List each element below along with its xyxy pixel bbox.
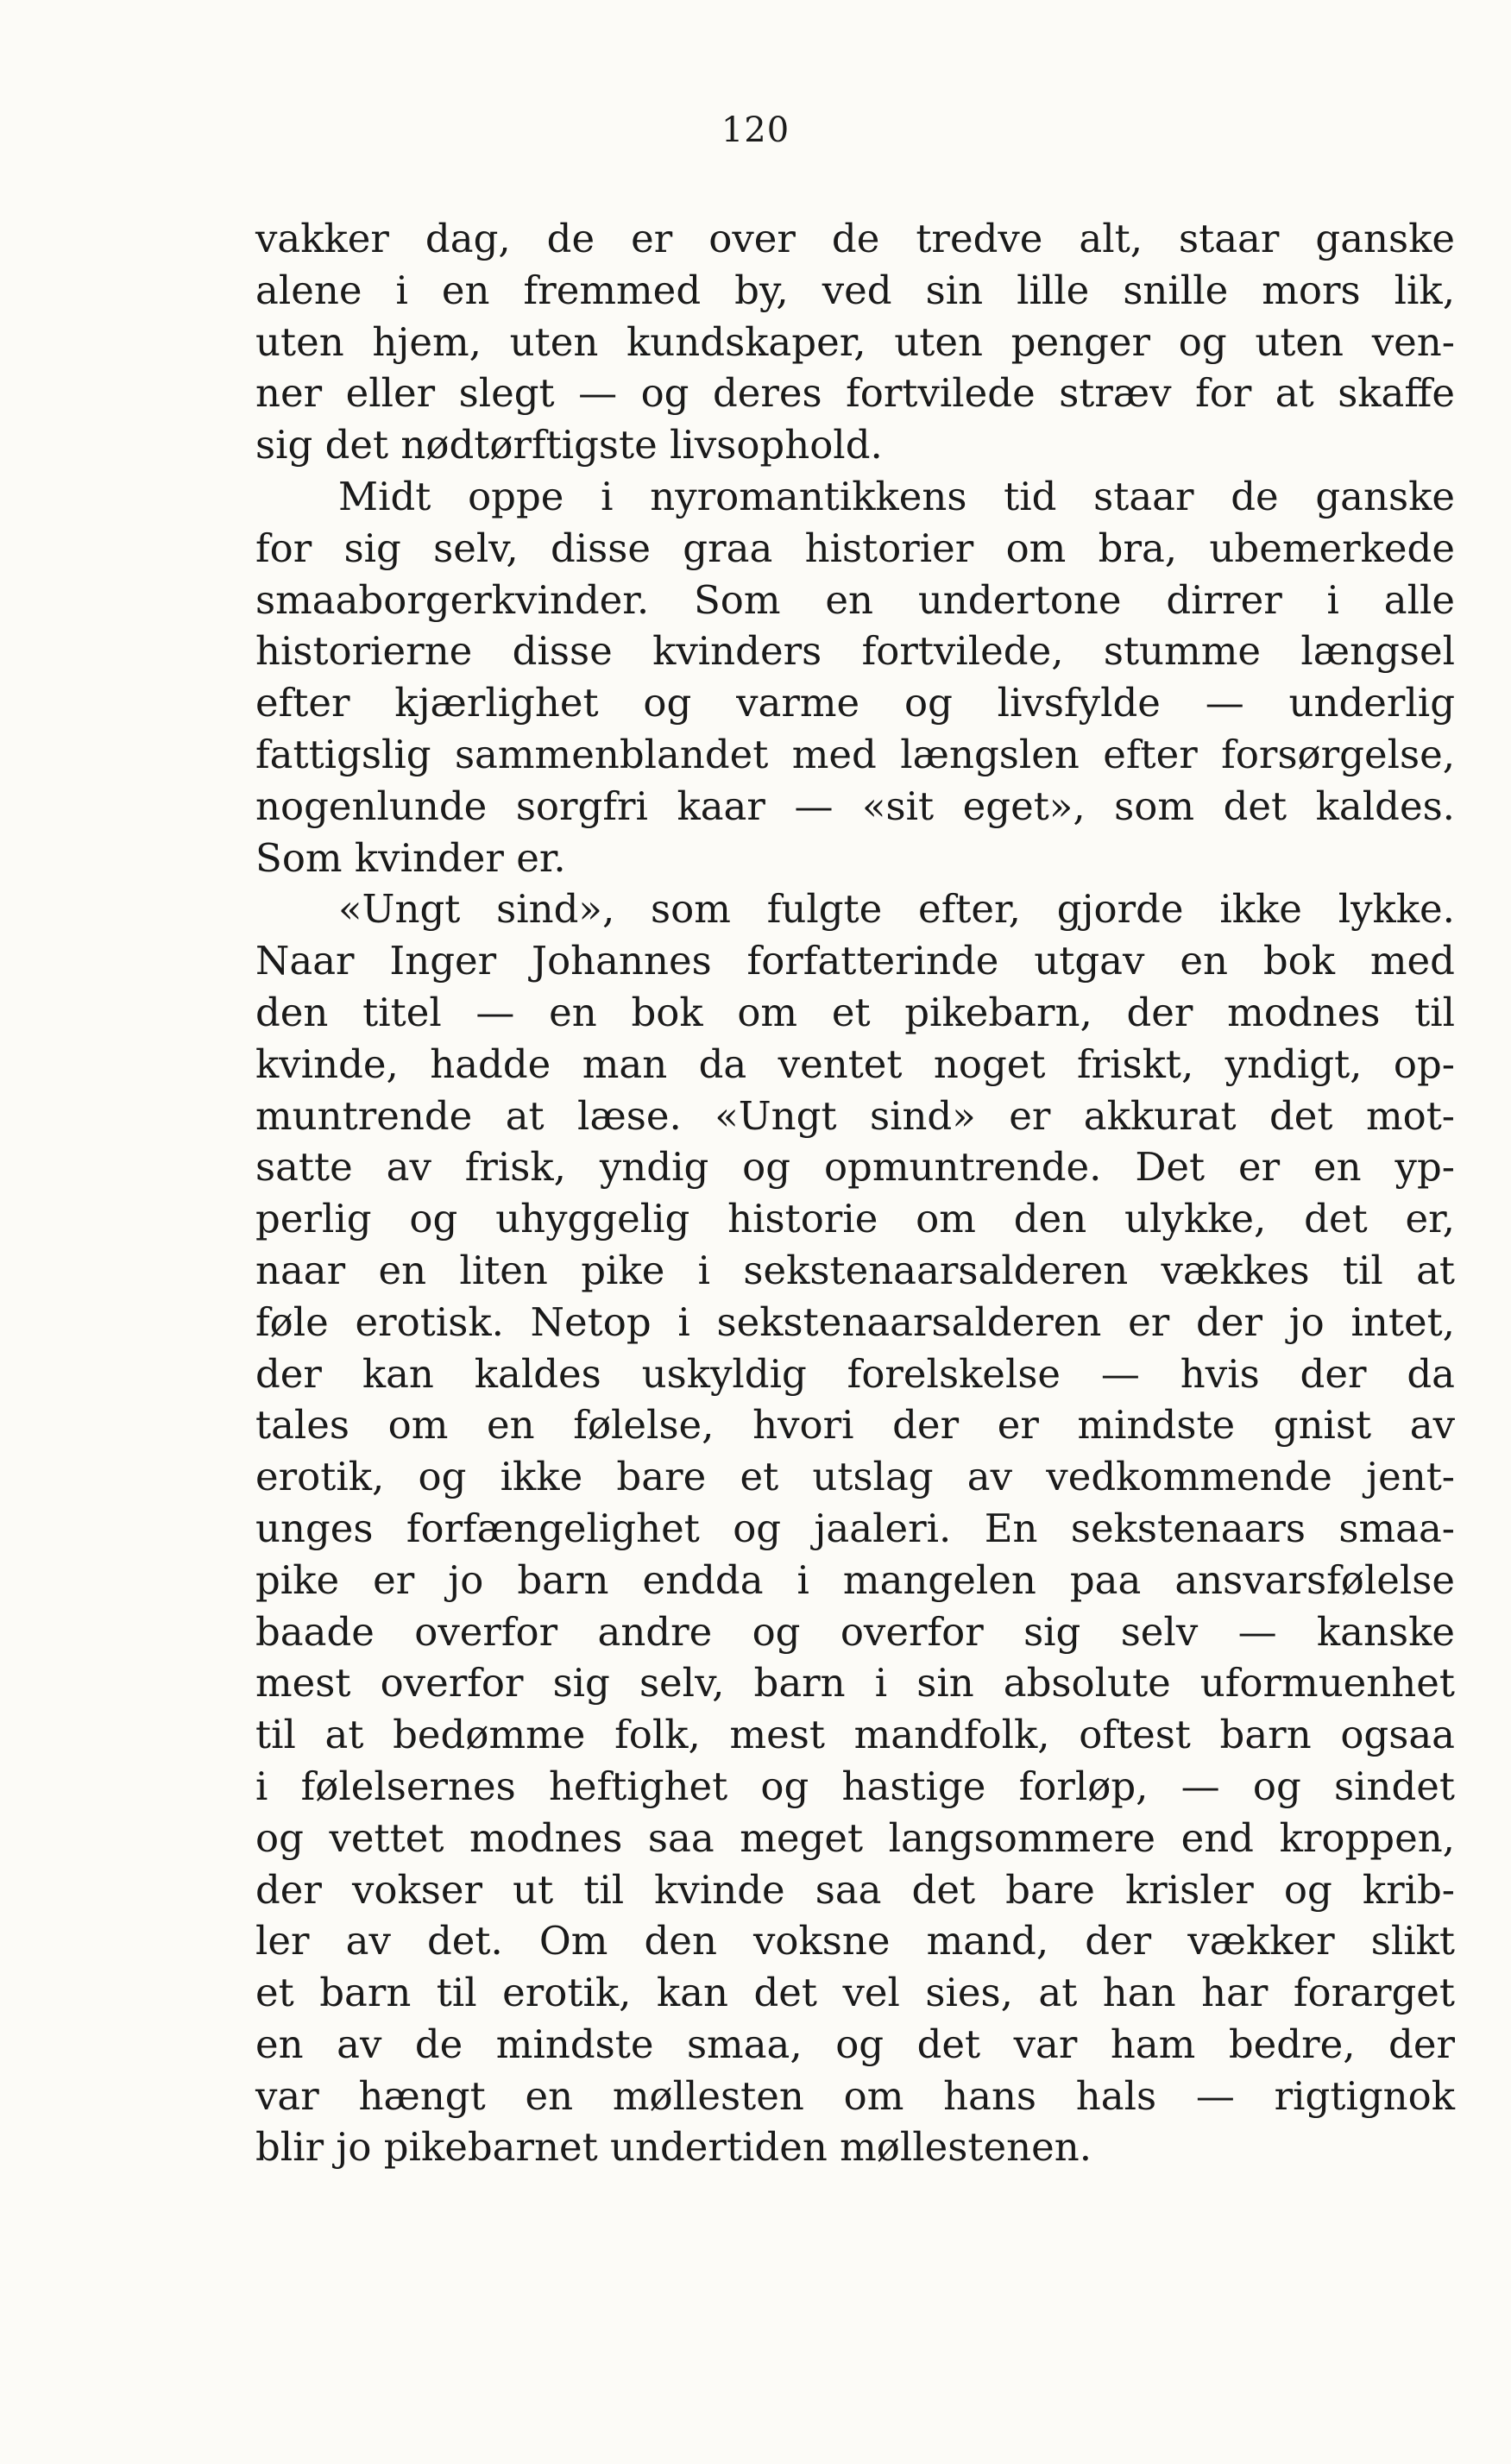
text-line: tales om en følelse, hvori der er mindste gnist av: [255, 1402, 1455, 1449]
text-line: «Ungt sind», som fulgte efter, gjorde ikke lykke.: [338, 886, 1455, 933]
text-line: muntrende at læse. «Ungt sind» er akkurat det mot-: [255, 1092, 1455, 1139]
text-line: der vokser ut til kvinde saa det bare krisler og krib-: [255, 1866, 1455, 1913]
body-text: [255, 213, 1455, 2173]
text-line: kvinde, hadde man da ventet noget friskt, yndigt, op-: [255, 1040, 1455, 1087]
text-line: en av de mindste smaa, og det var ham bedre, der: [255, 2021, 1455, 2067]
text-line: sig det nødtørftigste livsophold.: [255, 422, 883, 468]
text-line: uten hjem, uten kundskaper, uten penger og uten ven-: [255, 318, 1455, 365]
text-line: og vettet modnes saa meget langsommere end kroppen,: [255, 1814, 1455, 1861]
text-line: naar en liten pike i sekstenaarsalderen vækkes til at: [255, 1247, 1455, 1293]
text-line: et barn til erotik, kan det vel sies, at han har forarget: [255, 1970, 1455, 2016]
text-line: pike er jo barn endda i mangelen paa ansvarsfølelse: [255, 1556, 1455, 1603]
text-line: var hængt en møllesten om hans hals — rigtignok: [255, 2072, 1455, 2119]
text-line: til at bedømme folk, mest mandfolk, oftest barn ogsaa: [255, 1712, 1455, 1758]
text-line: erotik, og ikke bare et utslag av vedkommende jent-: [255, 1454, 1455, 1500]
text-line: Som kvinder er.: [255, 834, 566, 881]
text-line: blir jo pikebarnet undertiden møllestenen.: [255, 2124, 1092, 2171]
text-line: i følelsernes heftighet og hastige forløp, — og sindet: [255, 1763, 1455, 1809]
text-line: der kan kaldes uskyldig forelskelse — hvis der da: [255, 1350, 1455, 1397]
text-line: historierne disse kvinders fortvilede, stumme længsel: [255, 628, 1455, 675]
text-line: nogenlunde sorgfri kaar — «sit eget», som det kaldes.: [255, 783, 1455, 829]
text-line: mest overfor sig selv, barn i sin absolute uformuenhet: [255, 1660, 1455, 1707]
text-line: ner eller slegt — og deres fortvilede stræv for at skaffe: [255, 370, 1455, 417]
text-line: den titel — en bok om et pikebarn, der modnes til: [255, 989, 1455, 1035]
text-line: alene i en fremmed by, ved sin lille snille mors lik,: [255, 267, 1455, 313]
text-line: efter kjærlighet og varme og livsfylde — underlig: [255, 680, 1455, 726]
text-line: Midt oppe i nyromantikkens tid staar de ganske: [338, 473, 1455, 519]
text-line: føle erotisk. Netop i sekstenaarsalderen er der jo intet,: [255, 1298, 1455, 1345]
text-line: fattigslig sammenblandet med længslen efter forsørgelse,: [255, 731, 1455, 777]
text-line: Naar Inger Johannes forfatterinde utgav en bok med: [255, 938, 1455, 984]
text-line: unges forfængelighet og jaaleri. En sekstenaars smaa-: [255, 1505, 1455, 1551]
text-line: vakker dag, de er over de tredve alt, staar ganske: [255, 216, 1455, 261]
text-line: baade overfor andre og overfor sig selv — kanske: [255, 1608, 1455, 1655]
text-line: ler av det. Om den voksne mand, der vækker slikt: [255, 1918, 1455, 1964]
text-line: for sig selv, disse graa historier om bra, ubemerkede: [255, 525, 1455, 571]
page-number: 120: [721, 110, 790, 150]
text-line: satte av frisk, yndig og opmuntrende. Det er en yp-: [255, 1144, 1455, 1191]
text-line: smaaborgerkvinder. Som en undertone dirrer i alle: [255, 576, 1455, 623]
text-line: perlig og uhyggelig historie om den ulykke, det er,: [255, 1196, 1455, 1242]
